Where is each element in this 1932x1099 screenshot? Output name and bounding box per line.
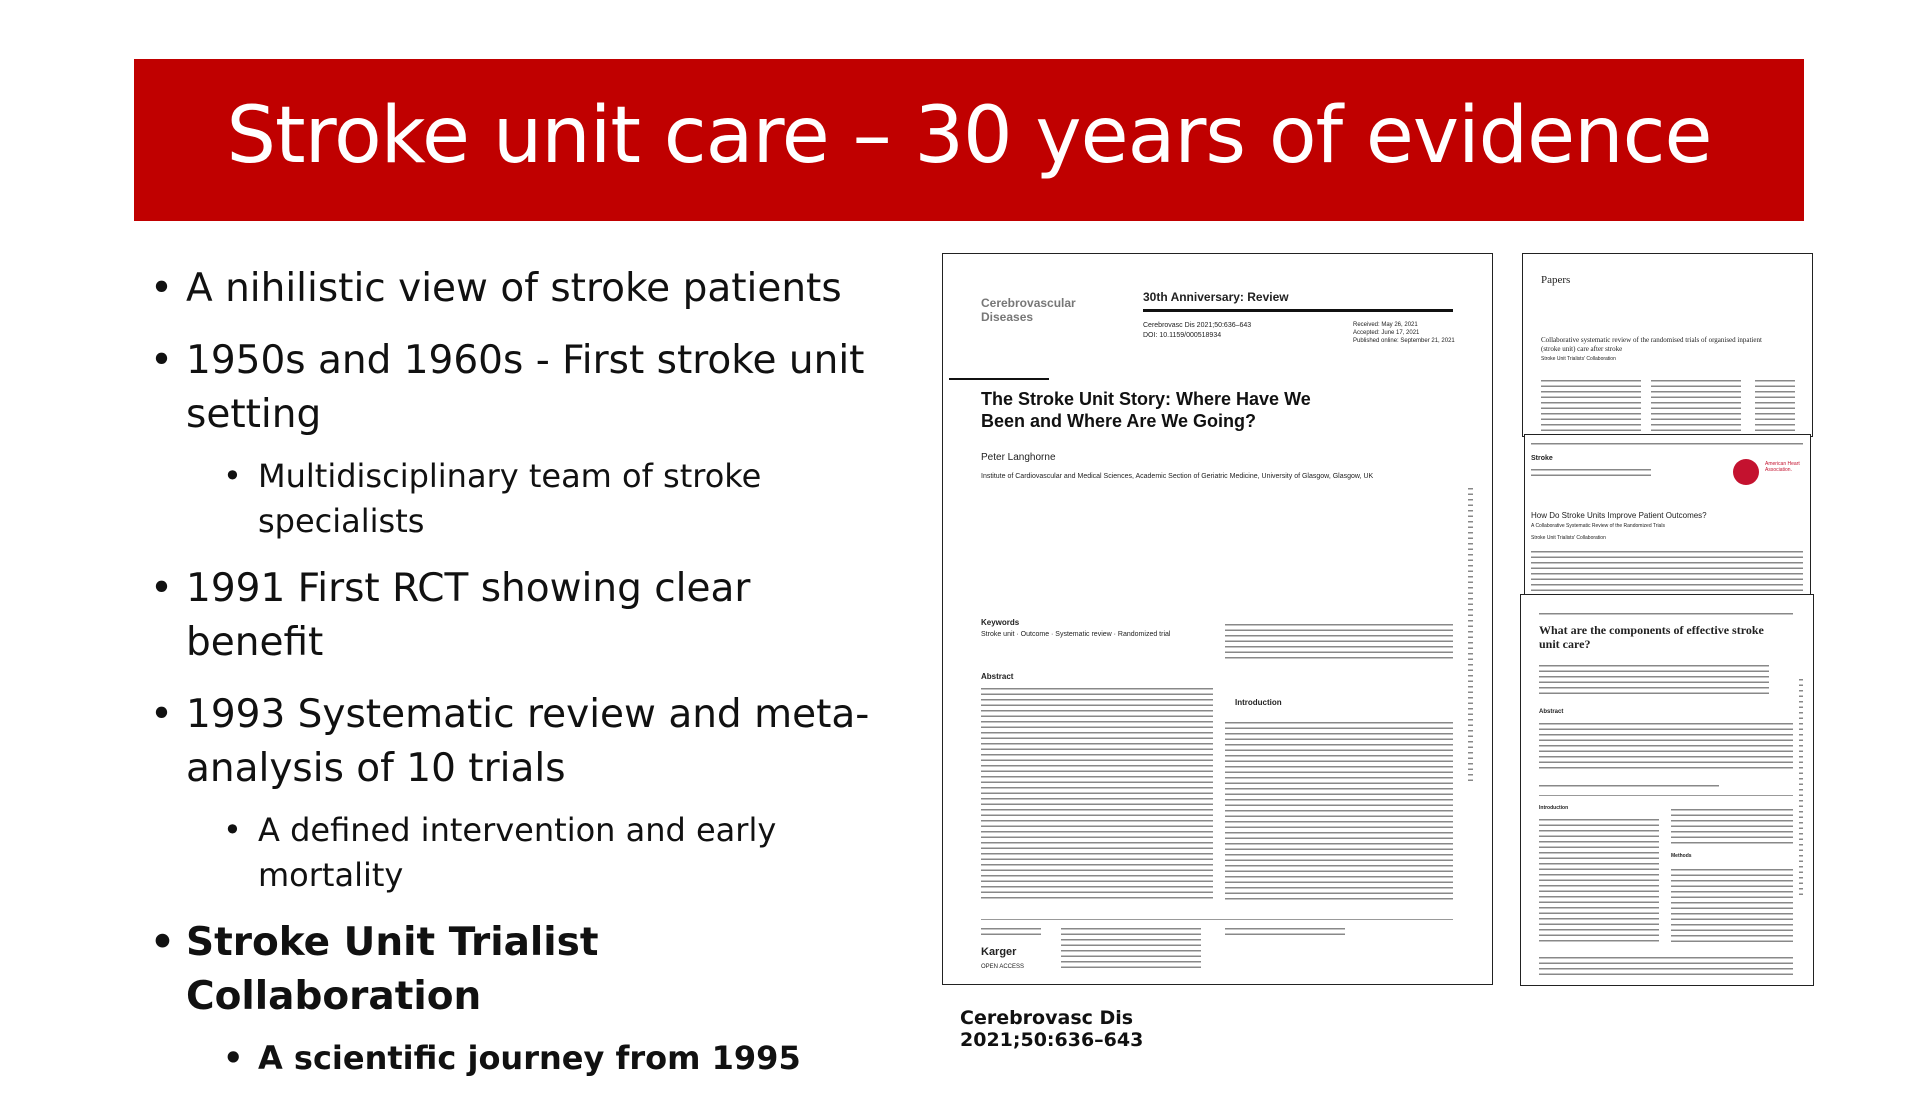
intro-text-block <box>1539 815 1659 945</box>
download-note <box>1468 484 1473 784</box>
keywords-text-block <box>1539 781 1719 787</box>
footer-rule <box>981 919 1453 920</box>
sub-bullet-item: • A defined intervention and early mortality <box>150 808 870 898</box>
citation: Cerebrovasc Dis 2021;50:636–643 <box>1143 322 1252 329</box>
abstract-heading: Abstract <box>981 672 1014 681</box>
abstract-heading: Abstract <box>1539 709 1564 715</box>
accepted: Accepted: June 17, 2021 <box>1353 330 1420 336</box>
abstract-text-block <box>1539 719 1793 769</box>
sub-bullet-item: • Multidisciplinary team of stroke specialists <box>150 454 870 544</box>
methods-text-block <box>1671 865 1793 945</box>
section-rule <box>1143 309 1453 312</box>
bullet-item: • 1950s and 1960s - First stroke unit setting <box>150 334 870 442</box>
paper-byline: Stroke Unit Trialists' Collaboration <box>1541 356 1616 362</box>
paper-subtitle: A Collaborative Systematic Review of the Randomized Trials <box>1531 523 1665 529</box>
abstract-text-block <box>981 684 1213 902</box>
citation-caption: Cerebrovasc Dis 2021;50:636–643 <box>960 1007 1144 1051</box>
intro-text-block <box>1225 718 1453 902</box>
published: Published online: September 21, 2021 <box>1353 338 1455 344</box>
footer-text-block <box>1225 924 1345 936</box>
bullet-item: • 1991 First RCT showing clear benefit <box>150 562 870 670</box>
author-text-block <box>1539 661 1769 695</box>
text-block <box>1225 620 1453 662</box>
paper-title: The Stroke Unit Story: Where Have We Been and Where Are We Going? <box>981 389 1311 431</box>
header-text-block <box>1539 609 1793 615</box>
open-access-label: OPEN ACCESS <box>981 964 1025 970</box>
abstract-rule <box>1539 795 1793 796</box>
slide-title: Stroke unit care – 30 years of evidence <box>226 91 1712 181</box>
paper-title: What are the components of effective stroke unit care? <box>1539 623 1764 651</box>
journal-name: Stroke <box>1531 455 1553 462</box>
text-block <box>1755 376 1795 434</box>
keywords: Stroke unit · Outcome · Systematic review · Randomized trial <box>981 631 1171 638</box>
title-banner <box>134 59 1804 221</box>
text-block <box>1541 376 1641 434</box>
footnote-text-block <box>1539 953 1793 975</box>
heart-logo-icon <box>1733 459 1759 485</box>
paper-thumbnail-main <box>942 253 1493 985</box>
bullet-item: • A nihilistic view of stroke patients <box>150 262 870 316</box>
sub-bullet-item: • A scientific journey from 1995 <box>150 1036 870 1081</box>
bullet-list <box>150 262 870 1099</box>
doi: DOI: 10.1159/000518934 <box>1143 332 1222 339</box>
journal-name: Cerebrovascular Diseases <box>981 296 1076 324</box>
paper-title: How Do Stroke Units Improve Patient Outcomes? <box>1531 511 1707 520</box>
footer-text-block <box>981 924 1041 936</box>
footer-text-block <box>1061 924 1201 970</box>
header-text-block <box>1531 439 1803 445</box>
intro-heading: Introduction <box>1539 805 1569 811</box>
text-block <box>1531 465 1651 477</box>
methods-heading: Methods <box>1671 853 1692 859</box>
paper-thumbnail-third <box>1524 434 1811 598</box>
paper-thumbnail-second <box>1522 253 1813 437</box>
bullet-item: • 1993 Systematic review and meta-analysis of 10 trials <box>150 688 870 796</box>
section-label: 30th Anniversary: Review <box>1143 290 1289 304</box>
paper-affiliation: Institute of Cardiovascular and Medical Sciences, Academic Section of Geriatric Medicine, University of Glasgow, Glasgow, UK <box>981 473 1374 480</box>
papers-label: Papers <box>1541 274 1571 286</box>
publisher-logo: Karger <box>981 946 1017 958</box>
keywords-heading: Keywords <box>981 618 1020 627</box>
paper-byline: Stroke Unit Trialists' Collaboration <box>1531 535 1606 541</box>
text-block <box>1651 376 1741 434</box>
bullet-item: • Stroke Unit Trialist Collaboration <box>150 916 870 1024</box>
download-note <box>1799 675 1803 895</box>
paper-title: Collaborative systematic review of the randomised trials of organised inpatient (stroke unit) care after stroke <box>1541 336 1762 353</box>
abstract-text-block <box>1531 547 1803 593</box>
intro-heading: Introduction <box>1235 698 1282 707</box>
aha-logo-text: American Heart Association. <box>1765 461 1800 473</box>
paper-author: Peter Langhorne <box>981 452 1056 463</box>
paper-thumbnail-fourth <box>1520 594 1814 986</box>
title-rule <box>949 378 1049 380</box>
text-block <box>1671 805 1793 845</box>
received: Received: May 26, 2021 <box>1353 322 1418 328</box>
